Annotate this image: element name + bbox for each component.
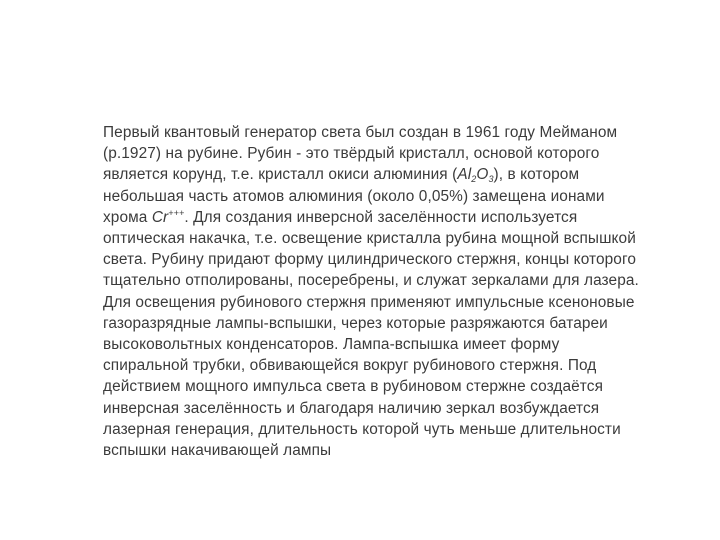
- formula-symbol-o: O: [476, 166, 489, 184]
- formula-al2o3: [457, 166, 493, 183]
- formula-symbol-cr: Cr: [151, 208, 169, 226]
- text-segment: хрома: [103, 208, 152, 226]
- formula-subscript: 3: [488, 174, 494, 185]
- text-line: инверсная заселённость и благодаря наличию зеркал возбуждается: [103, 399, 600, 417]
- text-line: Первый квантовый генератор света был создан в 1961 году Мейманом: [103, 124, 618, 141]
- text-line: Для освещения рубинового стержня применяют импульсные ксеноновые: [103, 293, 635, 311]
- text-segment: является корунд, т.е. кристалл окиси алюминия (: [103, 166, 458, 184]
- text-segment: . Для создания инверсной заселённости используется: [184, 208, 578, 226]
- text-line: [103, 207, 683, 228]
- text-line: небольшая часть атомов алюминия (около 0,05%) замещена ионами: [103, 187, 605, 205]
- text-line: (р.1927) на рубине. Рубин - это твёрдый кристалл, основой которого: [103, 145, 600, 163]
- formula-subscript: 2: [471, 174, 477, 185]
- text-line: оптическая накачка, т.е. освещение кристалла рубина мощной вспышкой: [103, 230, 636, 248]
- text-line: лазерная генерация, длительность которой чуть меньше длительности: [103, 420, 621, 438]
- text-line: [103, 164, 683, 185]
- body-paragraph: [103, 122, 683, 461]
- formula-symbol-al: Al: [457, 166, 472, 184]
- text-line: высоковольтных конденсаторов. Лампа-вспышка имеет форму: [103, 336, 560, 354]
- text-segment: ), в котором: [493, 166, 580, 184]
- text-line: действием мощного импульса света в рубиновом стержне создаётся: [103, 378, 603, 396]
- text-line: вспышки накачивающей лампы: [103, 442, 332, 460]
- text-line: тщательно отполированы, посеребрены, и служат зеркалами для лазера.: [103, 272, 639, 290]
- text-line: света. Рубину придают форму цилиндрического стержня, концы которого: [103, 251, 637, 269]
- formula-cr-ion: [152, 209, 185, 226]
- text-line: спиральной трубки, обвивающейся вокруг рубинового стержня. Под: [103, 357, 597, 375]
- text-line: газоразрядные лампы-вспышки, через которые разряжаются батареи: [103, 314, 608, 332]
- formula-superscript: +++: [168, 207, 185, 218]
